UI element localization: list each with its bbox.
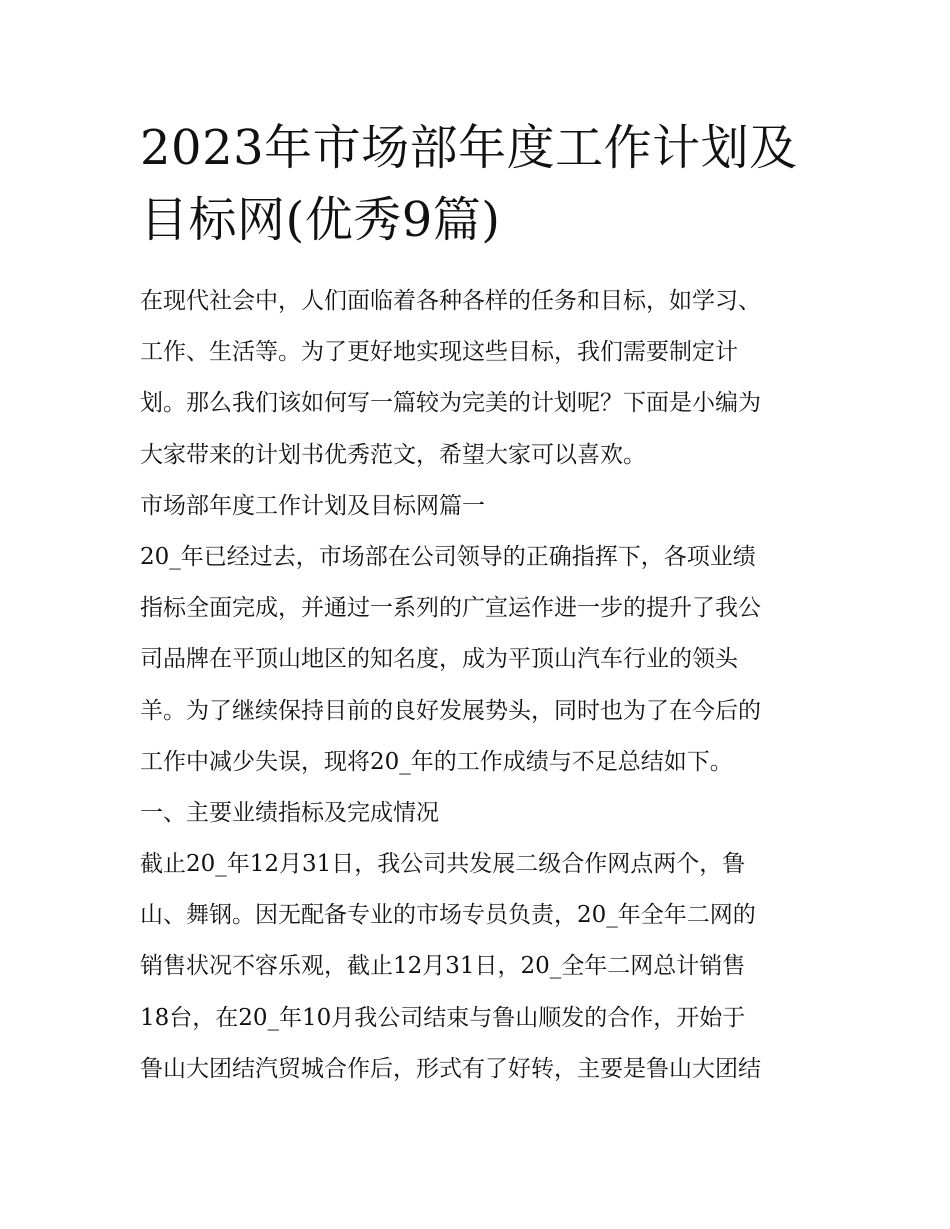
body-line: 在现代社会中，人们面临着各种各样的任务和目标，如学习、 (140, 288, 761, 314)
body-line: 司品牌在平顶山地区的知名度，成为平顶山汽车行业的领头 (140, 646, 738, 673)
body-line: 20_年已经过去，市场部在公司领导的正确指挥下，各项业绩 (140, 543, 756, 570)
body-line: 销售状况不容乐观，截止12月31日，20_全年二网总计销售 (140, 953, 746, 980)
document-title (140, 112, 830, 256)
body-line: 大家带来的计划书优秀范文，希望大家可以喜欢。 (140, 441, 646, 468)
body-line: 截止20_年12月31日，我公司共发展二级合作网点两个，鲁 (140, 851, 746, 878)
section-heading: 市场部年度工作计划及目标网篇一 (140, 492, 485, 519)
subsection-heading: 一、主要业绩指标及完成情况 (140, 799, 439, 826)
body-line: 山、舞钢。因无配备专业的市场专员负责，20_年全年二网的 (140, 902, 756, 929)
title-line-1: 2023年市场部年度工作计划及 (140, 120, 798, 176)
body-line: 鲁山大团结汽贸城合作后，形式有了好转，主要是鲁山大团结 (140, 1055, 761, 1082)
body-line: 工作中减少失误，现将20_年的工作成绩与不足总结如下。 (140, 748, 733, 775)
title-line-2: 目标网(优秀9篇) (140, 192, 501, 248)
body-line: 工作、生活等。为了更好地实现这些目标，我们需要制定计 (140, 339, 738, 366)
body-line: 18台，在20_年10月我公司结束与鲁山顺发的合作，开始于 (140, 1004, 746, 1031)
body-line: 划。那么我们该如何写一篇较为完美的计划呢？下面是小编为 (140, 390, 761, 417)
body-line: 指标全面完成，并通过一系列的广宣运作进一步的提升了我公 (140, 595, 761, 622)
document-body (140, 276, 820, 1095)
body-line: 羊。为了继续保持目前的良好发展势头，同时也为了在今后的 (140, 697, 761, 724)
